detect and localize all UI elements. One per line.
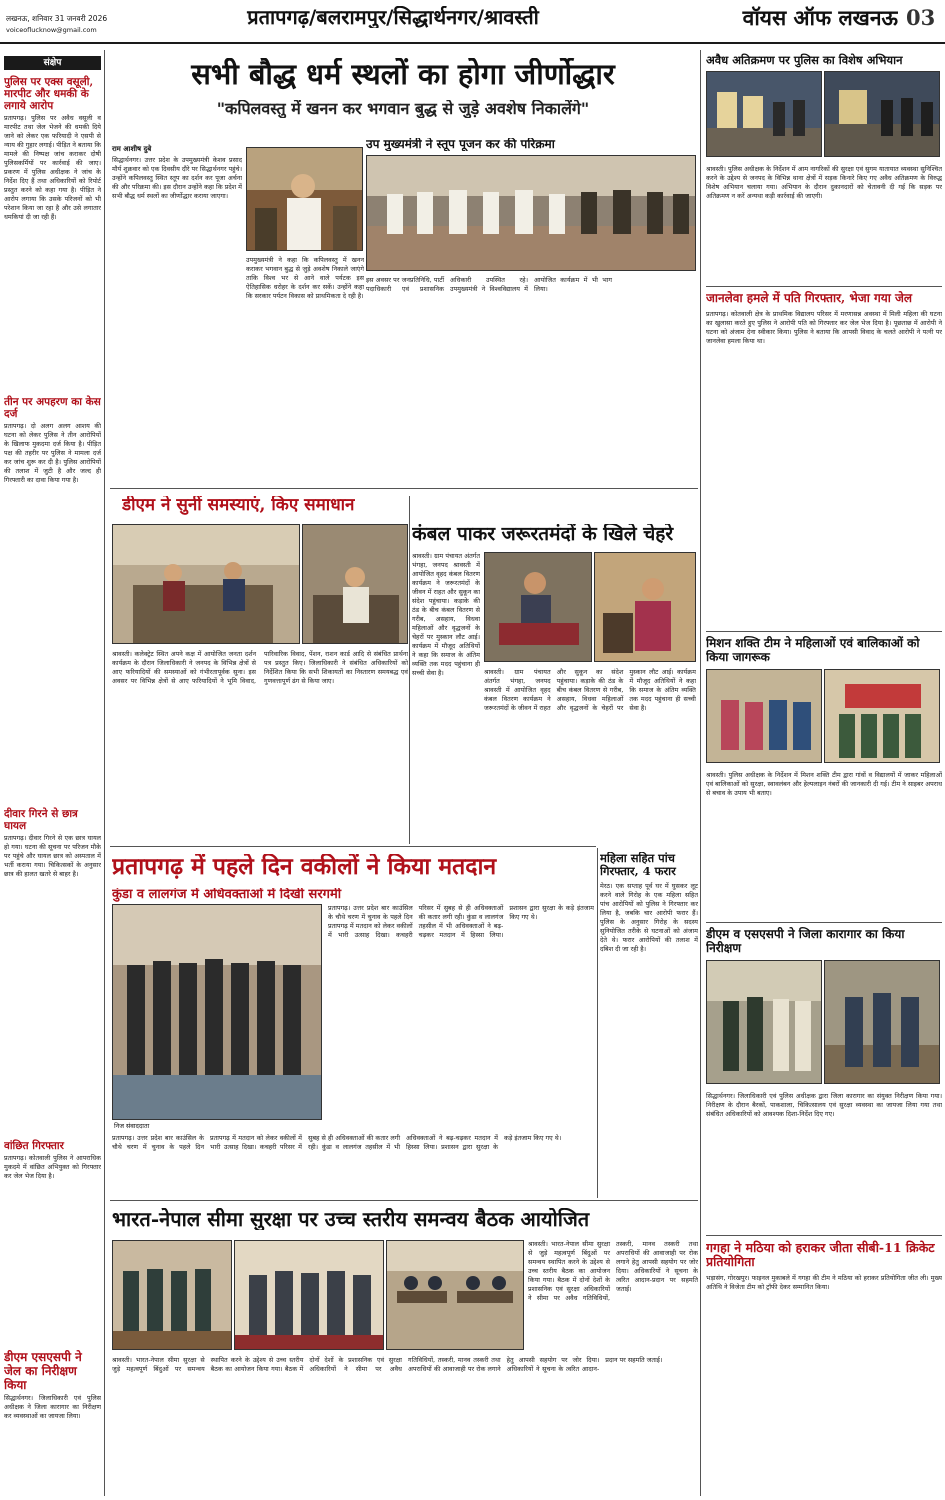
election-body-bottom: प्रतापगढ़। उत्तर प्रदेश बार काउंसिल के चौथे चरण में चुनाव के पहले दिन प्रतापगढ़ में मतदान को लेकर वकीलों में भारी उत्साह दिखा। कचहरी परिसर में सुबह से ही अधिवक्ताओं की कतार लगी रही। कुंडा व लालगंज तहसील में भी अधिवक्ताओं ने बढ़-चढ़कर मतदान में हिस्सा लिया। प्रशासन द्वारा सुरक्षा के कड़े इंतजाम किए गए थे। bbox=[112, 1134, 562, 1151]
brief-title-5: डीएम एसएसपी ने जेल का निरीक्षण किया bbox=[4, 1350, 82, 1392]
district-banner: प्रतापगढ़/बलरामपुर/सिद्धार्थनगर/श्रावस्ती bbox=[247, 6, 539, 29]
cricket-body: भड़ासंग, गोरखपुर। फाइनल मुकाबले में गगहा की टीम ने मठिया को हराकर प्रतियोगिता जीत ली। मुख्य अतिथि ने विजेता टीम को ट्रॉफी देकर सम्मानित किया। bbox=[706, 1274, 942, 1292]
mission-photo-1 bbox=[706, 669, 822, 763]
election-subheadline: कुंडा व लालगंज में अधिवक्ताओं में दिखी सरगर्मी bbox=[112, 888, 342, 902]
jail-photo-2 bbox=[824, 960, 940, 1084]
encroachment-photo-2 bbox=[824, 71, 940, 157]
top-story-col-2: उपमुख्यमंत्री ने कहा कि कपिलवस्तु में खनन कराकर भगवान बुद्ध से जुड़े अवशेष निकाले जाएंगे ताकि विश्व भर से आने वाले पर्यटक इस ऐतिहासिक धरोहर के दर्शन कर सकें। उन्होंने कहा कि सरकार पर्यटन विकास को प्राथमिकता दे रही है। bbox=[246, 256, 364, 300]
border-headline: भारत-नेपाल सीमा सुरक्षा पर उच्च स्तरीय समन्वय बैठक आयोजित bbox=[112, 1208, 590, 1231]
blanket-photo-1 bbox=[484, 552, 592, 662]
blanket-story-body-2: श्रावस्ती। ग्राम पंचायत अंतर्गत भंगहा, जनपद श्रावस्ती में आयोजित वृहद कंबल वितरण कार्यक्रम ने जरूरतमंदों के जीवन में राहत और सुकून का संदेश पहुंचाया। कड़ाके की ठंड के बीच कंबल वितरण से गरीब, असहाय, विधवा महिलाओं और वृद्धजनों के चेहरों पर मुस्कान लौट आई। कार्यक्रम में मौजूद अतिथियों ने कहा कि समाज के अंतिम व्यक्ति तक मदद पहुंचाना ही सच्ची सेवा है। bbox=[484, 668, 696, 712]
top-story-col-3: इस अवसर पर जनप्रतिनिधि, पार्टी पदाधिकारी एवं प्रशासनिक अधिकारी उपस्थित रहे। उपमुख्यमंत्री ने विश्वविद्यालय में आयोजित कार्यक्रम में भी भाग लिया। bbox=[366, 276, 612, 293]
brief-title-2: तीन पर अपहरण का केस दर्ज bbox=[4, 396, 101, 420]
encroachment-photo-1 bbox=[706, 71, 822, 157]
left-brief-column bbox=[4, 56, 101, 1496]
date-line: लखनऊ, शनिवार 31 जनवरी 2026 bbox=[6, 14, 108, 23]
husband-arrest-headline: जानलेवा हमले में पति गिरफ्तार, भेजा गया जेल bbox=[706, 290, 913, 305]
brief-body-4: प्रतापगढ़। कोतवाली पुलिस ने आपराधिक मुकदमे में वांछित अभियुक्त को गिरफ्तार कर जेल भेज दिया है। bbox=[4, 1154, 101, 1180]
jail-photo-1 bbox=[706, 960, 822, 1084]
border-meeting-photo bbox=[112, 1240, 232, 1350]
masthead bbox=[0, 0, 945, 46]
election-body-right: प्रतापगढ़। उत्तर प्रदेश बार काउंसिल के चौथे चरण में चुनाव के पहले दिन प्रतापगढ़ में मतदान को लेकर वकीलों में भारी उत्साह दिखा। कचहरी परिसर में सुबह से ही अधिवक्ताओं की कतार लगी रही। कुंडा व लालगंज तहसील में भी अधिवक्ताओं ने बढ़-चढ़कर मतदान में हिस्सा लिया। प्रशासन द्वारा सुरक्षा के कड़े इंतजाम किए गए थे। bbox=[328, 904, 594, 939]
mission-photo-2 bbox=[824, 669, 940, 763]
blanket-photo-2 bbox=[594, 552, 696, 662]
husband-arrest-body: प्रतापगढ़। कोतवाली क्षेत्र के प्राथमिक विद्यालय परिसर में मरणासन्न अवस्था में मिली महिला की घटना का खुलासा करते हुए पुलिस ने आरोपी पति को गिरफ्तार कर जेल भेज दिया है। पूछताछ में आरोपी ने घटना को अंजाम देना स्वीकार किया। पुलिस ने बताया कि आपसी विवाद के चलते आरोपी ने पत्नी पर जानलेवा हमला किया था। bbox=[706, 310, 942, 346]
brief-body-2: प्रतापगढ़। दो अलग अलग आशय की घटना को लेकर पुलिस ने तीन आरोपियों के खिलाफ मुकदमा दर्ज किया है। पीड़ित पक्ष की तहरीर पर पुलिस ने मामला दर्ज कर जांच शुरू कर दी है। पुलिस आरोपियों की तलाश में जुटी है और जल्द ही गिरफ्तारी का दावा किया गया है। bbox=[4, 422, 101, 484]
brief-label: संक्षेप bbox=[4, 56, 101, 70]
paper-name: वॉयस ऑफ लखनऊ bbox=[742, 6, 898, 30]
encroachment-body: श्रावस्ती। पुलिस अधीक्षक के निर्देशन में आम नागरिकों की सुरक्षा एवं सुगम यातायात व्यवस्था सुनिश्चित करने के उद्देश्य से जनपद के विभिन्न थाना क्षेत्रों में सड़क किनारे किए गए अवैध अतिक्रमण के विरुद्ध विशेष अभियान चलाया गया। अभियान के दौरान दुकानदारों को चेतावनी दी गई कि सड़क पर अतिक्रमण न करें अन्यथा कड़ी कार्रवाई की जाएगी। bbox=[706, 164, 942, 200]
dm-meeting-photo bbox=[302, 524, 408, 644]
deputy-cm-photo bbox=[246, 147, 363, 251]
dm-janta-darshan-photo bbox=[112, 524, 300, 644]
blanket-story-body: श्रावस्ती। ग्राम पंचायत अंतर्गत भंगहा, जनपद श्रावस्ती में आयोजित वृहद कंबल वितरण कार्यक्रम ने जरूरतमंदों के जीवन में राहत और सुकून का संदेश पहुंचाया। कड़ाके की ठंड के बीच कंबल वितरण से गरीब, असहाय, विधवा महिलाओं और वृद्धजनों के चेहरों पर मुस्कान लौट आई। कार्यक्रम में मौजूद अतिथियों ने कहा कि समाज के अंतिम व्यक्ति तक मदद पहुंचाना ही सच्ची सेवा है। bbox=[412, 552, 480, 677]
brief-title-4: वांछित गिरफ्तार bbox=[4, 1140, 64, 1152]
stupa-parikrama-photo bbox=[366, 155, 696, 271]
election-caption: निज संवाददाता bbox=[114, 1122, 150, 1130]
mission-body: श्रावस्ती। पुलिस अधीक्षक के निर्देशन में मिशन शक्ति टीम द्वारा गांवों व विद्यालयों में जाकर महिलाओं एवं बालिकाओं को सुरक्षा, स्वावलंबन और हेल्पलाइन नंबरों की जानकारी दी गई। टीम ने साइबर अपराध से बचाव के उपाय भी बताए। bbox=[706, 771, 942, 798]
brief-title-3: दीवार गिरने से छात्र घायल bbox=[4, 808, 78, 832]
border-hall-photo bbox=[386, 1240, 524, 1350]
arrest-body: मेरठ। एक सप्ताह पूर्व घर में घुसकर लूट करने वाले गिरोह के एक महिला सहित पांच आरोपियों को पुलिस ने गिरफ्तार कर लिया है, जबकि चार आरोपी फरार हैं। पुलिस के अनुसार गिरोह के सदस्य सुनियोजित तरीके से घटनाओं को अंजाम देते थे। फरार आरोपियों की तलाश में दबिश दी जा रही है। bbox=[600, 882, 698, 953]
dm-story-body: श्रावस्ती। कलेक्ट्रेट स्थित अपने कक्ष में आयोजित जनता दर्शन कार्यक्रम के दौरान जिलाधिकारी ने जनपद के विभिन्न क्षेत्रों से आए फरियादियों की समस्याओं को गंभीरतापूर्वक सुना। इस अवसर पर विभिन्न क्षेत्रों से आए फरियादियों ने भूमि विवाद, पारिवारिक विवाद, पेंशन, राशन कार्ड आदि से संबंधित प्रार्थना पत्र प्रस्तुत किए। जिलाधिकारी ने संबंधित अधिकारियों को निर्देशित किया कि सभी शिकायतों का निस्तारण समयबद्ध एवं गुणवत्तापूर्ण ढंग से किया जाए। bbox=[112, 650, 408, 685]
arrest-headline: महिला सहित पांच गिरफ्तार, 4 फरार bbox=[600, 852, 676, 878]
top-subheadline: "कपिलवस्तु में खनन कर भगवान बुद्ध से जुड़े अवशेष निकालेंगे" bbox=[216, 100, 590, 118]
brief-body-5: सिद्धार्थनगर। जिलाधिकारी एवं पुलिस अधीक्षक ने जिला कारागार का निरीक्षण कर व्यवस्थाओं का जायजा लिया। bbox=[4, 1394, 101, 1420]
brief-body-1: प्रतापगढ़। पुलिस पर अवैध वसूली व मारपीट तथा जेल भेजने की धमकी दिये जाने को लेकर एक फरियादी ने एसपी से न्याय की गुहार लगाई। पीड़ित ने बताया कि मामले की निष्पक्ष जांच कराकर दोषी पुलिसकर्मियों पर कार्रवाई की जाए। प्रकरण में पुलिस अधीक्षक ने जांच के निर्देश दिए हैं तथा अधिकारियों को रिपोर्ट प्रस्तुत करने को कहा गया है। पीड़ित ने आरोप लगाया कि उसके परिजनों को भी परेशान किया जा रहा है और उसे लगातार धमकियां दी जा रही हैं। bbox=[4, 114, 101, 221]
top-headline: सभी बौद्ध धर्म स्थलों का होगा जीर्णोद्धार bbox=[191, 58, 615, 91]
url: voiceoflucknow@gmail.com bbox=[6, 26, 97, 34]
top-story-col-1: सिद्धार्थनगर। उत्तर प्रदेश के उपमुख्यमंत्री केशव प्रसाद मौर्य शुक्रवार को एक दिवसीय दौरे पर सिद्धार्थनगर पहुंचे। उन्होंने कपिलवस्तु स्थित स्तूप का दर्शन कर पूजा अर्चना की और परिक्रमा की। इस दौरान उन्होंने कहा कि प्रदेश में सभी बौद्ध धर्म स्थलों का जीर्णोद्धार कराया जाएगा। bbox=[112, 156, 242, 200]
page-number: 03 bbox=[906, 6, 936, 30]
encroachment-headline: अवैध अतिक्रमण पर पुलिस का विशेष अभियान bbox=[706, 53, 903, 67]
mission-shakti-headline: मिशन शक्ति टीम ने महिलाओं एवं बालिकाओं को किया जागरूक bbox=[706, 636, 920, 664]
dm-headline: डीएम ने सुनीं समस्याएं, किए समाधान bbox=[122, 496, 355, 515]
border-officials-photo bbox=[234, 1240, 384, 1350]
jail-body: सिद्धार्थनगर। जिलाधिकारी एवं पुलिस अधीक्षक द्वारा जिला कारागार का संयुक्त निरीक्षण किया गया। निरीक्षण के दौरान बैरकों, पाकशाला, चिकित्सालय एवं सुरक्षा व्यवस्था का जायजा लिया गया तथा संबंधित अधिकारियों को आवश्यक दिशा-निर्देश दिए गए। bbox=[706, 1092, 942, 1119]
right-column bbox=[706, 50, 942, 1496]
border-body-bottom: श्रावस्ती। भारत-नेपाल सीमा सुरक्षा से जुड़े महत्वपूर्ण बिंदुओं पर समन्वय स्थापित करने के उद्देश्य से उच्च स्तरीय बैठक का आयोजन किया गया। बैठक में दोनों देशों के प्रशासनिक एवं सुरक्षा अधिकारियों ने सीमा पर अवैध गतिविधियों, तस्करी, मानव तस्करी तथा अपराधियों की आवाजाही पर रोक लगाने हेतु आपसी सहयोग पर जोर दिया। अधिकारियों ने सूचना के त्वरित आदान-प्रदान पर सहमति जताई। bbox=[112, 1356, 663, 1373]
brief-body-3: प्रतापगढ़। दीवार गिरने से एक छात्र घायल हो गया। घटना की सूचना पर परिजन मौके पर पहुंचे और घायल छात्र को अस्पताल में भर्ती कराया गया। चिकित्सकों के अनुसार छात्र की हालत खतरे से बाहर है। bbox=[4, 834, 101, 878]
top-byline: राम आशीष दुबे bbox=[112, 145, 152, 153]
cricket-headline: गगहा ने मठिया को हराकर जीता सीबी-11 क्रिकेट प्रतियोगिता bbox=[706, 1240, 935, 1270]
border-body-top: श्रावस्ती। भारत-नेपाल सीमा सुरक्षा से जुड़े महत्वपूर्ण बिंदुओं पर समन्वय स्थापित करने के उद्देश्य से उच्च स्तरीय बैठक का आयोजन किया गया। बैठक में दोनों देशों के प्रशासनिक एवं सुरक्षा अधिकारियों ने सीमा पर अवैध गतिविधियों, तस्करी, मानव तस्करी तथा अपराधियों की आवाजाही पर रोक लगाने हेतु आपसी सहयोग पर जोर दिया। अधिकारियों ने सूचना के त्वरित आदान-प्रदान पर सहमति जताई। bbox=[528, 1240, 698, 1302]
top-photo-caption: उप मुख्यमंत्री ने स्तूप पूजन कर की परिक्रमा bbox=[366, 138, 555, 151]
jail-inspection-headline: डीएम व एसएसपी ने जिला कारागार का किया निरीक्षण bbox=[706, 927, 905, 955]
election-headline: प्रतापगढ़ में पहले दिन वकीलों ने किया मतदान bbox=[112, 854, 497, 880]
brief-title-1: पुलिस पर एक्स वसूली, मारपीट और धमकी के लगाये आरोप bbox=[4, 76, 94, 112]
election-photo bbox=[112, 904, 322, 1120]
blanket-headline: कंबल पाकर जरूरतमंदों के खिले चेहरे bbox=[412, 524, 674, 545]
